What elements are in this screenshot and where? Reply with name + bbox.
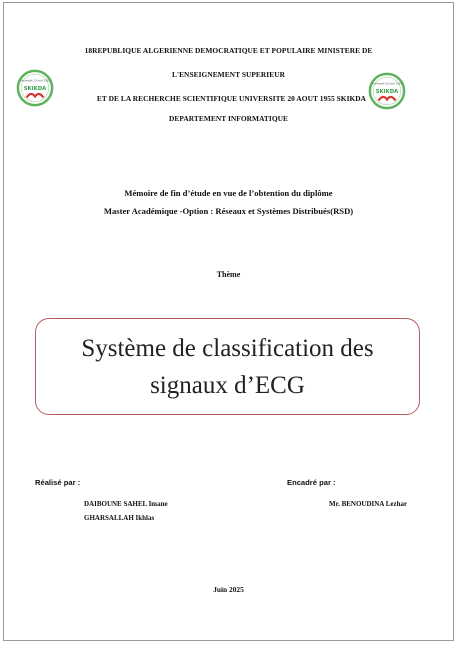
realise-par-label: Réalisé par : [35, 478, 81, 487]
date-text: Juin 2025 [213, 585, 244, 594]
logo-left-name: SKIKDA [23, 85, 47, 92]
supervisor-name: Mr. BENOUDINA Lezhar [329, 500, 408, 508]
header-line-2: L'ENSEIGNEMENT SUPERIEUR [172, 70, 285, 79]
header-line-4: DEPARTEMENT INFORMATIQUE [169, 114, 288, 123]
subtitle-line-2: Master Académique -Option : Réseaux et Systèmes Distribués(RSD) [103, 206, 354, 216]
university-logo-left-graphic [16, 69, 54, 107]
title-line-1: Système de classification des [81, 334, 374, 362]
subtitle-line-1: Mémoire de fin d’étude en vue de l’obtention du diplôme [124, 188, 333, 198]
logo-right-name: SKIKDA [375, 88, 399, 95]
student-name-1: DAIBOUNE SAHEL Imane [84, 500, 168, 508]
header-line-1: 18REPUBLIQUE ALGERIENNE DEMOCRATIQUE ET POPULAIRE MINISTERE DE [84, 46, 373, 55]
document-page [3, 2, 454, 641]
logo-left-top-text: Université 20 Août 1955 [20, 79, 50, 83]
header-line-3: ET DE LA RECHERCHE SCIENTIFIQUE UNIVERSITE 20 AOUT 1955 SKIKDA [96, 94, 367, 103]
title-line-2: signaux d’ECG [150, 371, 305, 399]
logo-right-top-text: Université 20 Août 1955 [372, 82, 402, 86]
university-logo-right [368, 72, 406, 110]
student-name-2: GHARSALLAH Ikhlas [84, 514, 155, 522]
encadre-par-label: Encadré par : [287, 478, 336, 487]
university-logo-left [16, 69, 54, 107]
university-logo-right-graphic [368, 72, 406, 110]
theme-label: Thème [216, 270, 241, 279]
title-frame [35, 318, 420, 415]
